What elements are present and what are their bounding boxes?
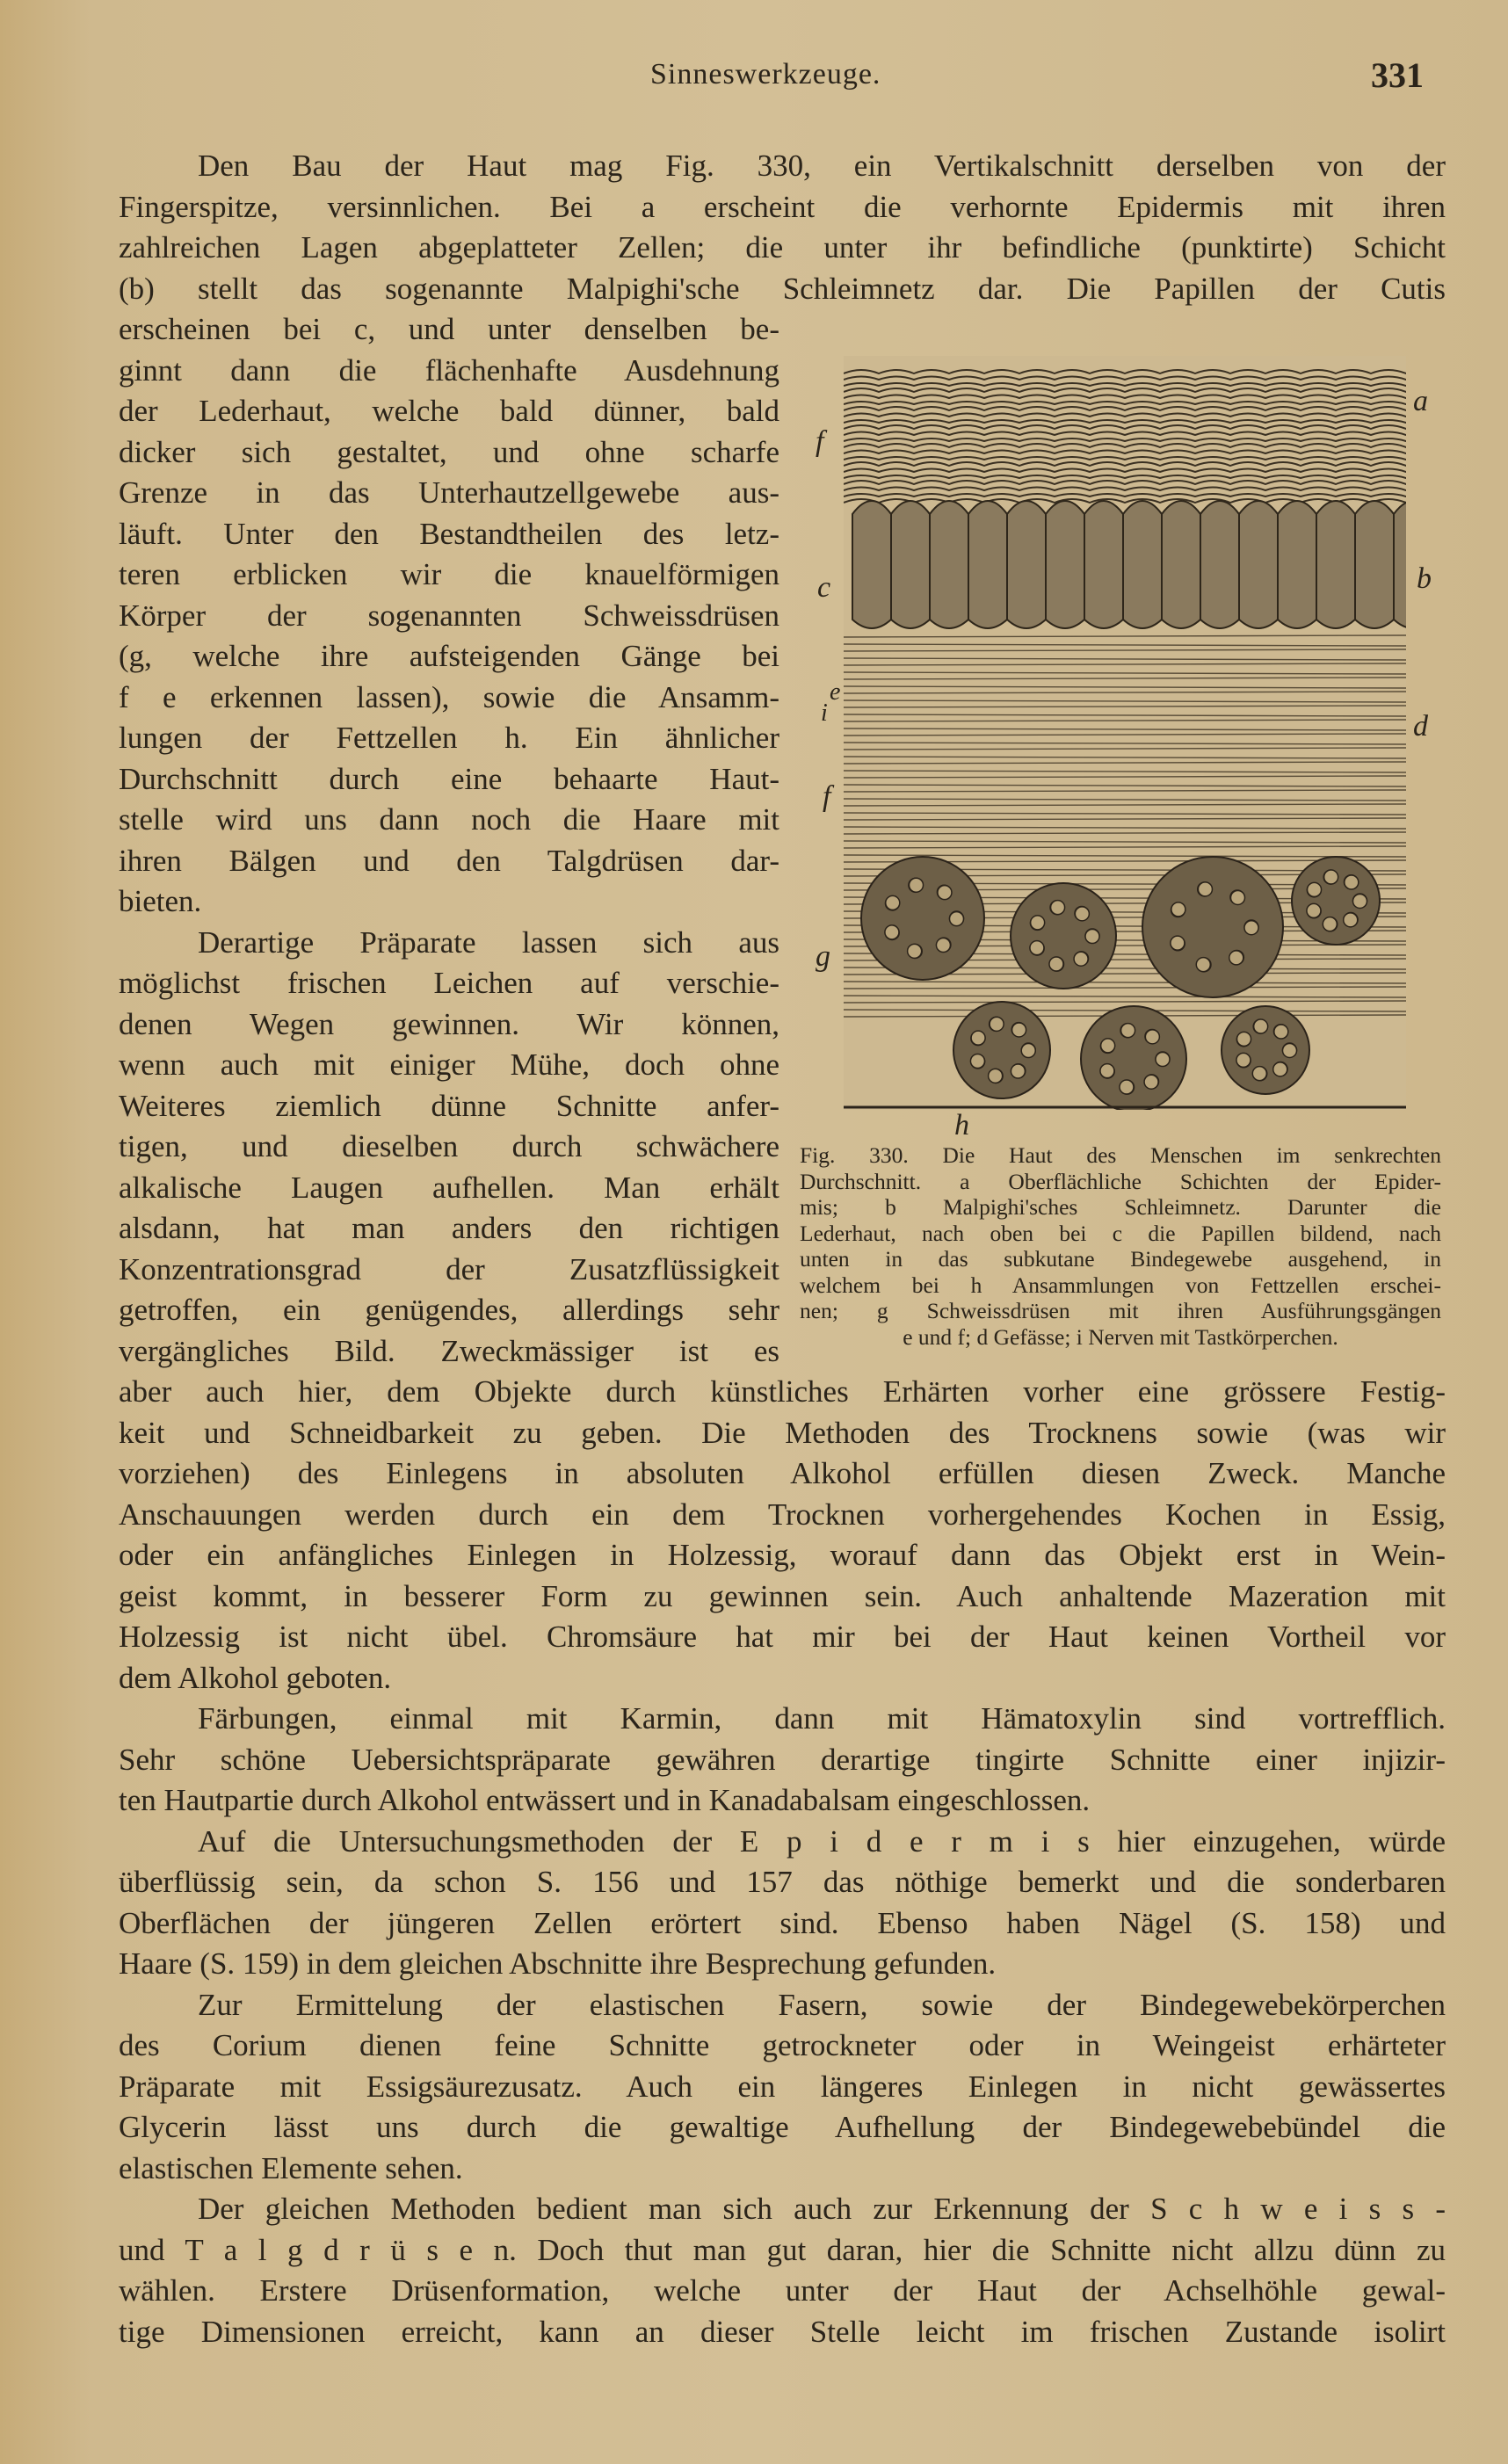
text-line: geist kommt, in besserer Form zu gewinnen sein. Auch anhaltende Mazeration mit (119, 1578, 1446, 1613)
text-line: Zur Ermittelung der elastischen Fasern, sowie der Bindegewebekörperchen (198, 1987, 1446, 2022)
text-line: Weiteres ziemlich dünne Schnitte anfer- (119, 1088, 779, 1123)
fat-cell (1254, 1019, 1268, 1033)
caption-line: nen; g Schweissdrüsen mit ihren Ausführungsgängen (800, 1298, 1441, 1323)
text-line: überflüssig sein, da schon S. 156 und 157 das nöthige bemerkt und die sonderbaren (119, 1865, 1446, 1899)
fat-cell (1308, 882, 1322, 896)
skin-cross-section-illustration (844, 356, 1406, 1110)
text-line: wenn auch mit einiger Mühe, doch ohne (119, 1047, 779, 1082)
fat-cell (886, 895, 900, 910)
papilla (1355, 501, 1394, 628)
text-line: Durchschnitt durch eine behaarte Haut- (119, 761, 779, 796)
text-line: ihren Bälgen und den Talgdrüsen dar- (119, 843, 779, 878)
fat-cell (1344, 913, 1358, 927)
figure-label-a: a (1413, 385, 1428, 417)
text-line: Färbungen, einmal mit Karmin, dann mit Hämatoxylin sind vortrefflich. (198, 1701, 1446, 1736)
papilla (1084, 501, 1123, 628)
text-line: dicker sich gestaltet, und ohne scharfe (119, 434, 779, 469)
papilla (852, 501, 891, 628)
figure-label-g: g (816, 940, 830, 973)
fat-cell (1236, 1053, 1251, 1067)
figure-caption (800, 1142, 1441, 1350)
fat-cell (1031, 916, 1045, 930)
caption-line: Lederhaut, nach oben bei c die Papillen bildend, nach (800, 1220, 1441, 1246)
fat-cell (971, 1031, 985, 1045)
text-line: denen Wegen gewinnen. Wir können, (119, 1006, 779, 1041)
text-line: getroffen, ein genügendes, allerdings sehr (119, 1293, 779, 1327)
fat-cell (938, 886, 952, 900)
papilla (1162, 501, 1200, 628)
papilla (891, 501, 930, 628)
text-line: lungen der Fettzellen h. Ein ähnlicher (119, 721, 779, 755)
fat-cell (970, 1054, 984, 1068)
fat-cell (1075, 907, 1089, 921)
fat-cell (1244, 921, 1258, 935)
figure-label-b: b (1417, 562, 1432, 595)
text-line: tigen, und dieselben durch schwächere (119, 1129, 779, 1163)
text-line: f e erkennen lassen), sowie die Ansamm- (119, 679, 779, 714)
text-line: ginnt dann die flächenhafte Ausdehnung (119, 352, 779, 388)
fat-cell (1120, 1080, 1134, 1094)
text-line: läuft. Unter den Bestandtheilen des letz- (119, 516, 779, 551)
papilla (1046, 501, 1084, 628)
fat-cell (1100, 1064, 1114, 1078)
text-line: alkalische Laugen aufhellen. Man erhält (119, 1170, 779, 1205)
papilla (1123, 501, 1162, 628)
fat-cell (1229, 951, 1243, 965)
fat-cell (1230, 890, 1244, 904)
fat-cell (1323, 917, 1337, 931)
text-line: erscheinen bei c, und unter denselben be- (119, 312, 779, 346)
text-line: Holzessig ist nicht übel. Chromsäure hat mir bei der Haut keinen Vortheil vor (119, 1620, 1446, 1654)
text-line: Grenze in das Unterhautzellgewebe aus- (119, 475, 779, 510)
fat-cell (1282, 1043, 1296, 1057)
text-line: zahlreichen Lagen abgeplatteter Zellen; die unter ihr befindliche (punktirte) Schicht (119, 230, 1446, 265)
text-line: elastischen Elemente sehen. (119, 2150, 463, 2185)
text-line: bieten. (119, 884, 202, 918)
fat-cell (1252, 1067, 1266, 1081)
fat-cell (1352, 894, 1367, 908)
fat-cell (1171, 902, 1185, 917)
fat-cell (1171, 936, 1185, 950)
fat-cell (1101, 1039, 1115, 1053)
fat-cell (1156, 1053, 1170, 1067)
text-line: Anschauungen werden durch ein dem Trocknen vorhergehendes Kochen in Essig, (119, 1497, 1446, 1532)
text-line: dem Alkohol geboten. (119, 1660, 392, 1695)
text-line: aber auch hier, dem Objekte durch künstliches Erhärten vorher eine grössere Festig- (119, 1374, 1446, 1409)
page-number: 331 (1371, 55, 1424, 95)
fat-cell (1144, 1075, 1158, 1089)
text-line: Glycerin lässt uns durch die gewaltige Aufhellung der Bindegewebebündel die (119, 2110, 1446, 2144)
fat-cell (885, 925, 899, 939)
fat-cell (1049, 957, 1063, 971)
figure-label-d: d (1413, 710, 1428, 743)
fat-cell (1307, 903, 1321, 917)
fat-cell (908, 944, 922, 958)
sweat-gland-coil (1142, 857, 1283, 997)
papilla (1316, 501, 1355, 628)
sweat-gland-coil (1081, 1006, 1186, 1110)
fat-cell (1021, 1044, 1035, 1058)
text-line: Sehr schöne Uebersichtspräparate gewähren derartige tingirte Schnitte einer injizir- (119, 1742, 1446, 1777)
text-line: Auf die Untersuchungsmethoden der E p i d e r m i s hier einzugehen, würde (198, 1823, 1446, 1859)
text-line: ten Hautpartie durch Alkohol entwässert und in Kanadabalsam eingeschlossen. (119, 1783, 1091, 1817)
text-line: (g, welche ihre aufsteigenden Gänge bei (119, 639, 779, 673)
text-line: teren erblicken wir die knauelförmigen (119, 557, 779, 591)
text-line: möglichst frischen Leichen auf verschie- (119, 966, 779, 1000)
text-line: vorziehen) des Einlegens in absoluten Alkohol erfüllen diesen Zweck. Manche (119, 1456, 1446, 1490)
text-line: tige Dimensionen erreicht, kann an dieser Stelle leicht im frischen Zustande isolirt (119, 2314, 1446, 2349)
text-line: stelle wird uns dann noch die Haare mit (119, 802, 779, 837)
text-line: Der gleichen Methoden bedient man sich auch zur Erkennung der S c h w e i s s - (198, 2192, 1446, 2226)
fat-cell (990, 1017, 1004, 1031)
figure-skin-section (844, 356, 1406, 1110)
fat-cell (949, 912, 963, 926)
figure-label-f: f (823, 780, 831, 813)
text-line: Derartige Präparate lassen sich aus (198, 924, 779, 960)
sweat-gland-coil (861, 857, 984, 980)
fat-cell (1074, 952, 1088, 966)
fat-cell (1051, 901, 1065, 915)
fat-cell (1324, 870, 1338, 884)
text-line: keit und Schneidbarkeit zu geben. Die Methoden des Trocknens sowie (was wir (119, 1415, 1446, 1450)
caption-line: welchem bei h Ansammlungen von Fettzellen erschei- (800, 1272, 1441, 1298)
figure-label-c: c (817, 571, 831, 604)
fat-cell (910, 878, 924, 892)
figure-label-h: h (954, 1109, 969, 1141)
text-line: Fingerspitze, versinnlichen. Bei a erscheint die verhornte Epidermis mit ihren (119, 189, 1446, 224)
caption-line: unten in das subkutane Bindegewebe ausgehend, in (800, 1246, 1441, 1272)
text-line: (b) stellt das sogenannte Malpighi'sche Schleimnetz dar. Die Papillen der Cutis (119, 271, 1446, 306)
text-line: Körper der sogenannten Schweissdrüsen (119, 598, 779, 633)
running-header: Sinneswerkzeuge. (650, 58, 881, 91)
text-line: Präparate mit Essigsäurezusatz. Auch ein längeres Einlegen in nicht gewässertes (119, 2069, 1446, 2104)
caption-line: Fig. 330. Die Haut des Menschen im senkrechten (800, 1142, 1441, 1168)
caption-line: Durchschnitt. a Oberflächliche Schichten der Epider- (800, 1168, 1441, 1194)
figure-label-i: i (821, 699, 828, 727)
caption-line: e und f; d Gefässe; i Nerven mit Tastkörperchen. (903, 1323, 1338, 1350)
papilla (968, 501, 1007, 628)
fat-cell (1145, 1030, 1159, 1044)
text-line: wählen. Erstere Drüsenformation, welche unter der Haut der Achselhöhle gewal- (119, 2273, 1446, 2308)
fat-cell (1237, 1032, 1251, 1046)
text-line: Konzentrationsgrad der Zusatzflüssigkeit (119, 1251, 779, 1286)
papilla (1200, 501, 1239, 628)
text-line: alsdann, hat man anders den richtigen (119, 1211, 779, 1245)
figure-label-f-top: f (816, 425, 824, 458)
fat-cell (1030, 941, 1044, 955)
text-line: oder ein anfängliches Einlegen in Holzessig, worauf dann das Objekt erst in Wein- (119, 1538, 1446, 1572)
papilla (1278, 501, 1316, 628)
text-line: Haare (S. 159) in dem gleichen Abschnitte ihre Besprechung gefunden. (119, 1946, 997, 1981)
fat-cell (936, 938, 950, 953)
text-line: Oberflächen der jüngeren Zellen erörtert sind. Ebenso haben Nägel (S. 158) und (119, 1905, 1446, 1940)
fat-cell (1121, 1024, 1135, 1038)
text-line: der Lederhaut, welche bald dünner, bald (119, 394, 779, 428)
text-line: des Corium dienen feine Schnitte getrockneter oder in Weingeist erhärteter (119, 2028, 1446, 2062)
fat-cell (1345, 875, 1359, 889)
papilla (1394, 501, 1406, 628)
sweat-gland-coil (1011, 883, 1116, 989)
papilla (930, 501, 968, 628)
fat-cell (1196, 958, 1210, 972)
papilla (1239, 501, 1278, 628)
fat-cell (1011, 1064, 1025, 1078)
text-line: vergängliches Bild. Zweckmässiger ist es (119, 1333, 779, 1368)
text-line: Den Bau der Haut mag Fig. 330, ein Vertikalschnitt derselben von der (198, 149, 1446, 183)
caption-line: mis; b Malpighi'sches Schleimnetz. Darunter die (800, 1194, 1441, 1220)
papilla (1007, 501, 1046, 628)
figure-label-e: e (830, 678, 841, 706)
fat-cell (1274, 1025, 1288, 1039)
fat-cell (1273, 1062, 1287, 1076)
text-line: und T a l g d r ü s e n. Doch thut man gut daran, hier die Schnitte nicht allzu dünn zu (119, 2232, 1446, 2267)
fat-cell (989, 1069, 1003, 1083)
fat-cell (1085, 930, 1099, 944)
fat-cell (1198, 882, 1212, 896)
fat-cell (1012, 1023, 1026, 1037)
